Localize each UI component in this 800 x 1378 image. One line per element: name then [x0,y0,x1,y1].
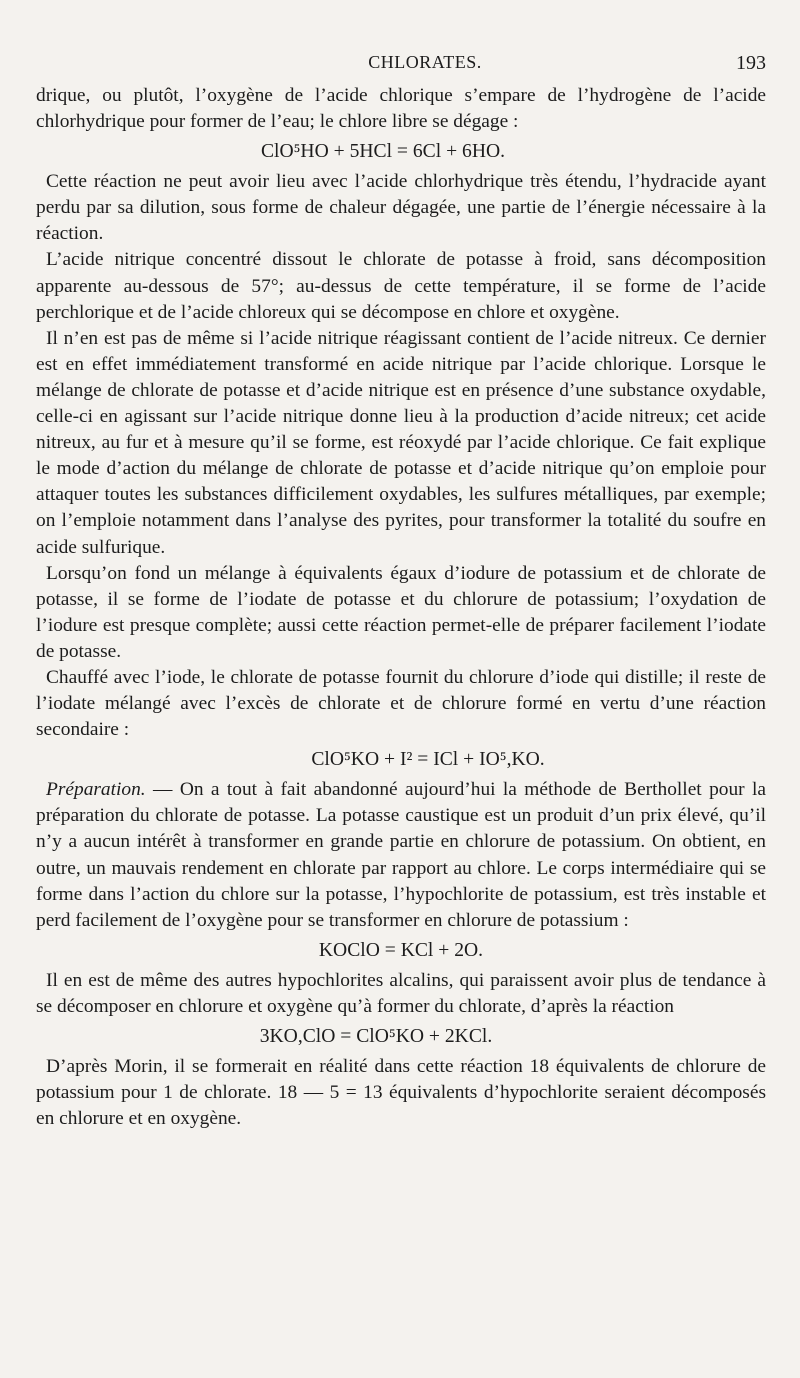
formula-1: ClO⁵HO + 5HCl = 6Cl + 6HO. [260,141,506,163]
paragraph-2: Cette réaction ne peut avoir lieu avec l’acide chlorhydrique très étendu, l’hydracide ayant perdu par sa dilution, sous forme de chaleur dégagée, une partie de l’énergie nécessaire à la réaction. [36,171,766,245]
paragraph-9: D’après Morin, il se formerait en réalité dans cette réaction 18 équivalents de chlorure de potassium pour 1 de chlorate. 18 — 5 = 13 équivalents d’hypochlorite seraient décomposés en chlorure et en oxygène. [36,1056,766,1130]
page-number: 193 [736,52,766,74]
paragraph-1: drique, ou plutôt, l’oxygène de l’acide chlorique s’empare de l’hydrogène de l’acide chlorhydrique pour former de l’eau; le chlore libre se dégage : [36,85,766,133]
paragraph-8: Il en est de même des autres hypochlorites alcalins, qui paraissent avoir plus de tendance à se décomposer en chlorure et oxygène qu’à former du chlorate, d’après la réaction [36,969,766,1017]
section-label: Préparation. [46,779,146,801]
paragraph-6: Chauffé avec l’iode, le chlorate de potasse fournit du chlorure d’iode qui distille; il reste de l’iodate mélangé avec l’excès de chlorate et de chlorure formé en vertu d’une réaction secondaire : [36,666,766,741]
page-header [36,52,766,82]
body-text [36,83,766,1132]
formula-2: ClO⁵KO + I² = ICl + IO⁵,KO. [311,749,545,771]
paragraph-3: L’acide nitrique concentré dissout le chlorate de potasse à froid, sans décomposition apparente au-dessous de 57°; au-dessus de cette température, il se forme de l’acide perchlorique et de l’acide chloreux qui se décompose en chlore et oxygène. [36,249,766,323]
formula-4: 3KO,ClO = ClO⁵KO + 2KCl. [259,1026,493,1047]
formula-3: KOClO = KCl + 2O. [318,939,484,961]
running-head: CHLORATES. [368,52,482,72]
paragraph-4: Il n’en est pas de même si l’acide nitrique réagissant contient de l’acide nitreux. Ce dernier est en effet immédiatement transformé en acide nitrique par l’acide chlorique. Lorsque le mélange de chlorate de potasse et d’acide nitrique est en présence d’une substance oxydable, celle-ci en agissant sur l’acide nitrique donne lieu à la production d’acide nitreux; cet acide nitreux, au fur et à mesure qu’il se forme, est réoxydé par l’acide chlorique. Ce fait explique le mode d’action du mélange de chlorate de potasse et d’acide nitrique qu’on emploie pour attaquer toutes les substances difficilement oxydables, les sulfures métalliques, par exemple; on l’emploie notamment dans l’analyse des pyrites, pour transformer la totalité du soufre en acide sulfurique. [36,327,766,558]
paragraph-7 [36,777,766,934]
paragraph-7-text: — On a tout à fait abandonné aujourd’hui la méthode de Berthollet pour la préparation du chlorate de potasse. La potasse caustique est un produit d’un prix élevé, qu’il n’y a aucun intérêt à transformer en grande partie en chlorure de potassium. On obtient, en outre, un mauvais rendement en chlorate par rapport au chlore. Le corps intermédiaire qui se forme dans l’action du chlore sur la potasse, l’hypochlorite de potassium, est très instable et perd facilement de l’oxygène pour se transformer en chlorure de potassium : [36,779,766,931]
paragraph-5: Lorsqu’on fond un mélange à équivalents égaux d’iodure de potassium et de chlorate de potasse, il se forme de l’iodate de potasse et du chlorure de potassium; l’oxydation de l’iodure est presque complète; aussi cette réaction permet-elle de préparer facilement l’iodate de potasse. [36,562,766,662]
